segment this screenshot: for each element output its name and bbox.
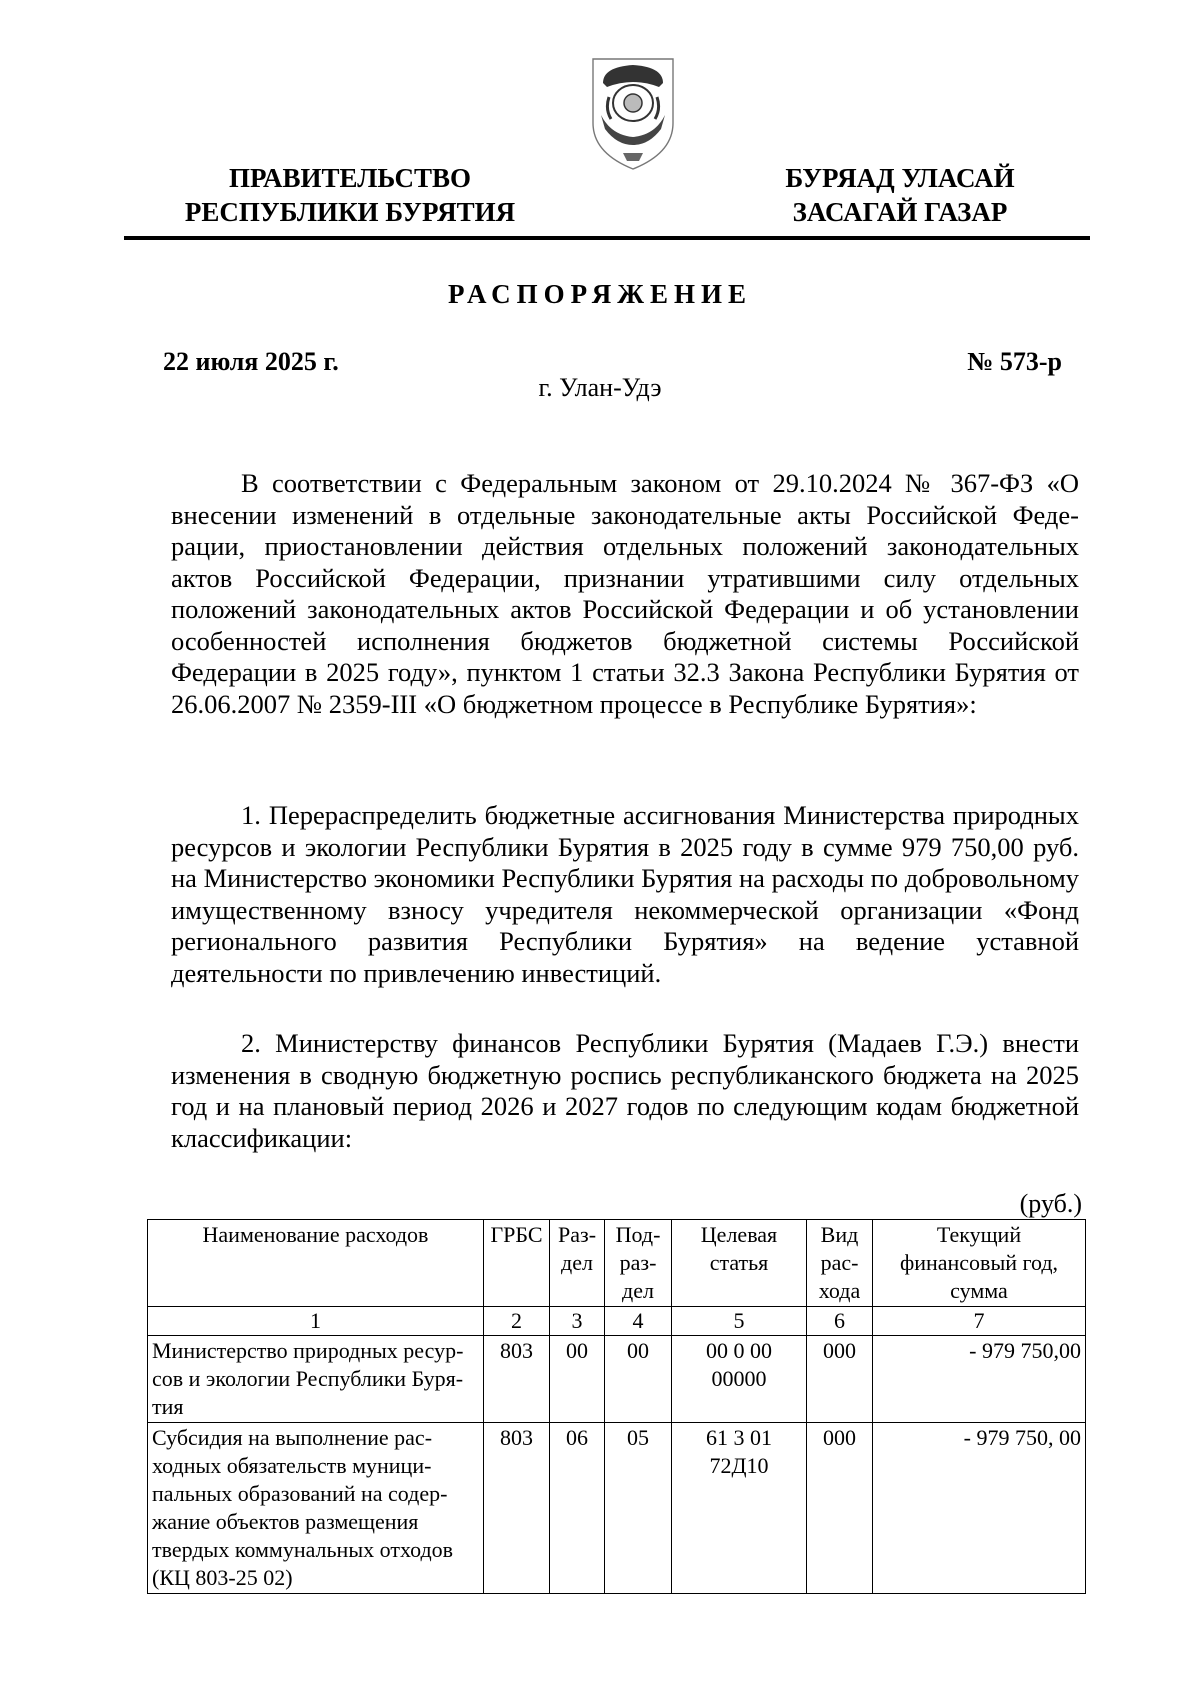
document-date: 22 июля 2025 г. bbox=[163, 347, 339, 376]
header-right-line2: ЗАСАГАЙ ГАЗАР bbox=[792, 197, 1008, 227]
header-divider bbox=[124, 236, 1090, 240]
coat-of-arms-icon bbox=[589, 53, 677, 173]
cell-grbs: 803 bbox=[484, 1336, 550, 1423]
cell-vid: 000 bbox=[807, 1336, 873, 1423]
header-cell-target: Целевая статья bbox=[672, 1220, 807, 1307]
cell-grbs: 803 bbox=[484, 1423, 550, 1594]
cell-target: 61 3 01 72Д10 bbox=[672, 1423, 807, 1594]
header-right bbox=[750, 161, 1050, 229]
cell-razdel: 00 bbox=[550, 1336, 605, 1423]
header-cell-razdel: Раздел bbox=[550, 1220, 605, 1307]
header-cell-name: Наименование расходов bbox=[148, 1220, 484, 1307]
cell-podrazdel: 00 bbox=[605, 1336, 672, 1423]
document-city: г. Улан-Удэ bbox=[538, 373, 662, 402]
header-cell-grbs: ГРБС bbox=[484, 1220, 550, 1307]
cell-podrazdel: 05 bbox=[605, 1423, 672, 1594]
header-cell-podrazdel: Подраздел bbox=[605, 1220, 672, 1307]
cell-amount: - 979 750,00 bbox=[873, 1336, 1086, 1423]
table-row bbox=[148, 1336, 1086, 1423]
header-right-line1: БУРЯАД УЛАСАЙ bbox=[785, 163, 1015, 193]
document-title: РАСПОРЯЖЕНИЕ bbox=[447, 279, 753, 309]
column-number: 7 bbox=[873, 1307, 1086, 1336]
preamble-paragraph: В соответствии с Федеральным законом от 29.10.2024 № 367-ФЗ «О внесении изменений в отдельные законодательные акты Российской Федерации, приостановлении действия отдельных положений законодательных актов Российской Федерации, признании утратившими силу отдельных положений законодательных актов Российской Федерации и об установлении особенностей исполнения бюджетов бюджетной системы Российской Федерации в 2025 году», пунктом 1 статьи 32.3 Закона Республики Бурятия от 26.06.2007 № 2359-III «О бюджетном процессе в Республике Бурятия»: bbox=[171, 468, 1079, 719]
cell-vid: 000 bbox=[807, 1423, 873, 1594]
cell-name: Министерство природных ресурсов и экологии Республики Бурятия bbox=[148, 1336, 484, 1423]
column-number: 4 bbox=[605, 1307, 672, 1336]
column-number: 5 bbox=[672, 1307, 807, 1336]
item-1-paragraph: 1. Перераспределить бюджетные ассигнования Министерства природных ресурсов и экологии Республики Бурятия в 2025 году в сумме 979 750,00 руб. на Министерство экономики Республики Бурятия на расходы по добровольному имущественному взносу учредителя некоммерческой организации «Фонд регионального развития Республики Бурятия» на ведение уставной деятельности по привлечению инвестиций. bbox=[171, 800, 1079, 988]
column-number: 6 bbox=[807, 1307, 873, 1336]
column-number-row bbox=[148, 1307, 1086, 1336]
header-left-line1: ПРАВИТЕЛЬСТВО bbox=[228, 163, 472, 193]
table-unit-label: (руб.) bbox=[1019, 1189, 1082, 1218]
column-number: 2 bbox=[484, 1307, 550, 1336]
cell-name: Субсидия на выполнение расходных обязательств муниципальных образований на содержание объектов размещения твердых коммунальных отходов (КЦ 803-25 02) bbox=[148, 1423, 484, 1594]
item-2-paragraph: 2. Министерству финансов Республики Бурятия (Мадаев Г.Э.) внести изменения в сводную бюджетную роспись республиканского бюджета на 2025 год и на плановый период 2026 и 2027 годов по следующим кодам бюджетной классификации: bbox=[171, 1028, 1079, 1153]
budget-table bbox=[147, 1219, 1086, 1594]
header-cell-vid: Вид расхода bbox=[807, 1220, 873, 1307]
document-number: № 573-р bbox=[967, 347, 1062, 376]
cell-razdel: 06 bbox=[550, 1423, 605, 1594]
cell-amount: - 979 750, 00 bbox=[873, 1423, 1086, 1594]
header-cell-amount: Текущий финансовый год, сумма bbox=[873, 1220, 1086, 1307]
cell-target: 00 0 00 00000 bbox=[672, 1336, 807, 1423]
header-left-line2: РЕСПУБЛИКИ БУРЯТИЯ bbox=[184, 197, 516, 227]
table-row bbox=[148, 1423, 1086, 1594]
column-number: 3 bbox=[550, 1307, 605, 1336]
header-left bbox=[170, 161, 530, 229]
table-header-row bbox=[148, 1220, 1086, 1307]
column-number: 1 bbox=[148, 1307, 484, 1336]
